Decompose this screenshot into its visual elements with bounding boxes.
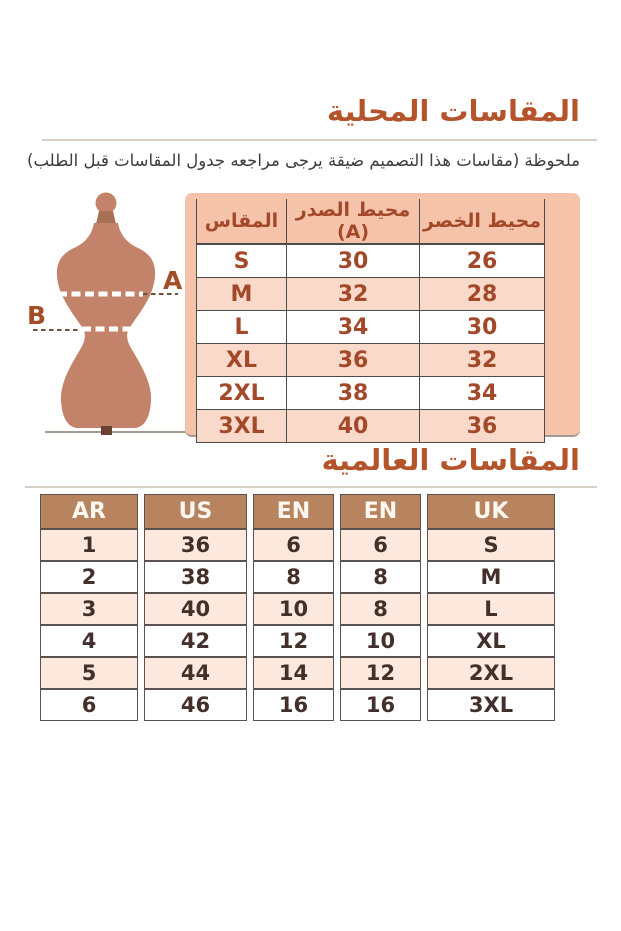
table-row xyxy=(197,244,545,278)
table-cell: 8 xyxy=(340,561,421,593)
local-sizes-table-frame xyxy=(185,193,580,437)
chest-label-a: A xyxy=(163,266,183,295)
table-row xyxy=(40,561,555,593)
table-cell: M xyxy=(197,278,287,311)
table-cell: 10 xyxy=(340,625,421,657)
table-cell: 16 xyxy=(340,689,421,721)
mannequin-illustration xyxy=(20,190,200,440)
table-cell: 32 xyxy=(420,344,545,377)
table-cell: 4 xyxy=(40,625,138,657)
table-row xyxy=(40,657,555,689)
column-header: UK xyxy=(427,494,555,529)
column-header: محيط الصدر (A) xyxy=(287,199,420,244)
table-cell: 36 xyxy=(420,410,545,443)
table-cell: 3XL xyxy=(427,689,555,721)
table-cell: 6 xyxy=(253,529,334,561)
table-row xyxy=(40,689,555,721)
table-cell: M xyxy=(427,561,555,593)
table-row xyxy=(197,278,545,311)
intl-sizes-table xyxy=(34,494,561,721)
table-cell: 36 xyxy=(144,529,247,561)
table-cell: 6 xyxy=(40,689,138,721)
table-cell: 14 xyxy=(253,657,334,689)
table-cell: S xyxy=(427,529,555,561)
table-cell: 1 xyxy=(40,529,138,561)
table-cell: 10 xyxy=(253,593,334,625)
table-cell: 5 xyxy=(40,657,138,689)
table-row xyxy=(40,593,555,625)
intl-header-row xyxy=(40,494,555,529)
table-cell: 30 xyxy=(420,311,545,344)
table-cell: 34 xyxy=(287,311,420,344)
table-cell: L xyxy=(197,311,287,344)
table-cell: 38 xyxy=(144,561,247,593)
local-sizes-title: المقاسات المحلية xyxy=(326,94,580,128)
table-row xyxy=(197,311,545,344)
table-row xyxy=(197,410,545,443)
column-header: EN xyxy=(253,494,334,529)
mannequin-stand xyxy=(101,426,112,435)
table-cell: 2XL xyxy=(197,377,287,410)
column-header: EN xyxy=(340,494,421,529)
table-cell: 40 xyxy=(144,593,247,625)
table-cell: 8 xyxy=(253,561,334,593)
table-cell: 3 xyxy=(40,593,138,625)
table-cell: 2 xyxy=(40,561,138,593)
table-cell: 6 xyxy=(340,529,421,561)
table-cell: 46 xyxy=(144,689,247,721)
table-cell: 34 xyxy=(420,377,545,410)
table-cell: 28 xyxy=(420,278,545,311)
column-header: AR xyxy=(40,494,138,529)
column-header: المقاس xyxy=(197,199,287,244)
mannequin-neck xyxy=(96,211,116,224)
table-cell: S xyxy=(197,244,287,278)
table-cell: 12 xyxy=(253,625,334,657)
table-cell: 30 xyxy=(287,244,420,278)
column-header: محيط الخصر xyxy=(420,199,545,244)
table-cell: 32 xyxy=(287,278,420,311)
intl-sizes-title: المقاسات العالمية xyxy=(321,443,580,477)
waist-label-b: B xyxy=(27,301,47,330)
table-cell: 8 xyxy=(340,593,421,625)
table-row xyxy=(40,625,555,657)
mannequin-knob-icon xyxy=(96,193,117,214)
table-cell: L xyxy=(427,593,555,625)
table-cell: 36 xyxy=(287,344,420,377)
table-cell: 2XL xyxy=(427,657,555,689)
table-row xyxy=(40,529,555,561)
table-cell: 42 xyxy=(144,625,247,657)
local-sizes-table xyxy=(196,199,545,443)
sizing-note: ملحوظة (مقاسات هذا التصميم ضيقة يرجى مراجعه جدول المقاسات قبل الطلب) xyxy=(27,151,580,170)
local-header-row xyxy=(197,199,545,244)
table-cell: XL xyxy=(427,625,555,657)
table-row xyxy=(197,377,545,410)
mannequin-torso xyxy=(57,223,155,428)
table-cell: XL xyxy=(197,344,287,377)
table-cell: 40 xyxy=(287,410,420,443)
local-title-underline xyxy=(42,139,597,141)
table-row xyxy=(197,344,545,377)
table-cell: 16 xyxy=(253,689,334,721)
intl-title-underline xyxy=(25,486,597,488)
column-header: US xyxy=(144,494,247,529)
table-cell: 3XL xyxy=(197,410,287,443)
table-cell: 44 xyxy=(144,657,247,689)
table-cell: 12 xyxy=(340,657,421,689)
table-cell: 38 xyxy=(287,377,420,410)
table-cell: 26 xyxy=(420,244,545,278)
